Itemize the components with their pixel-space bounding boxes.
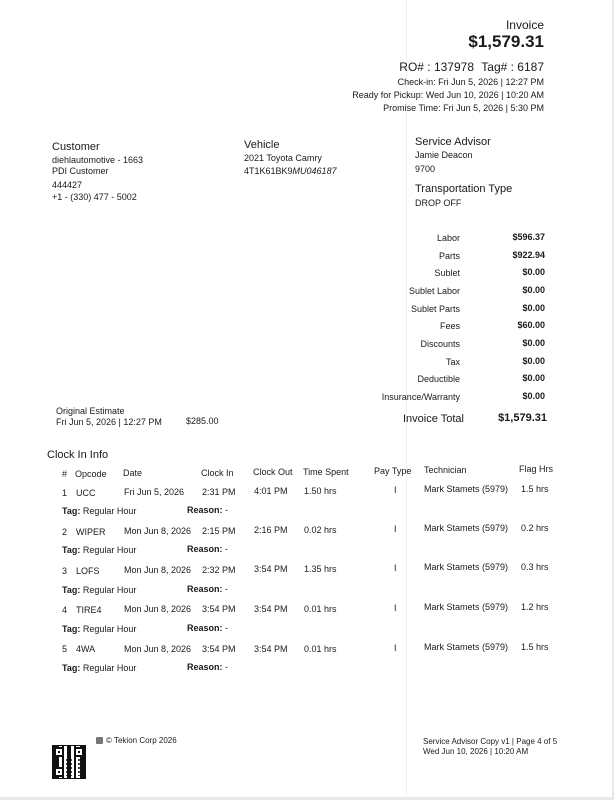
row-time-spent: 0.01 hrs — [304, 644, 337, 654]
row-pay-type: I — [394, 524, 397, 534]
totals-label: Discounts — [420, 339, 460, 349]
row-technician: Mark Stamets (5979) — [424, 602, 509, 612]
tag-value: Regular Hour — [82, 663, 137, 673]
reason-label: Reason: — [187, 544, 223, 554]
totals-label: Sublet Parts — [410, 304, 460, 314]
row-time-spent: 0.02 hrs — [304, 525, 337, 535]
col-header: Flag Hrs — [519, 464, 554, 474]
vehicle-vin — [244, 166, 337, 176]
totals-label: Fees — [439, 321, 460, 331]
ready-for-pickup: Ready for Pickup: Wed Jun 10, 2026 | 10:20 AM — [352, 90, 544, 100]
row-pay-type: I — [394, 603, 397, 613]
row-flag-hrs: 1.2 hrs — [521, 602, 549, 612]
totals-value: $922.94 — [512, 250, 545, 260]
row-pay-type: I — [394, 485, 397, 495]
row-clock-in: 3:54 PM — [202, 604, 236, 614]
original-estimate-date: Fri Jun 5, 2026 | 12:27 PM — [56, 417, 162, 427]
qr-finder — [74, 747, 84, 757]
row-technician: Mark Stamets (5979) — [424, 562, 509, 572]
totals-value: $0.00 — [522, 356, 545, 366]
service-advisor-name: Jamie Deacon — [415, 150, 473, 160]
print-date: Wed Jun 10, 2026 | 10:20 AM — [423, 747, 529, 756]
customer-type: PDI Customer — [52, 166, 109, 176]
transportation-value: DROP OFF — [415, 198, 462, 208]
row-clock-out: 4:01 PM — [254, 486, 288, 496]
row-pay-type: I — [394, 563, 397, 573]
col-header: Time Spent — [303, 467, 349, 477]
totals-value: $0.00 — [522, 267, 545, 277]
row-opcode: WIPER — [76, 527, 106, 537]
invoice-total-value: $1,579.31 — [498, 412, 547, 424]
totals-value: $0.00 — [522, 373, 545, 383]
tag-label: Tag: — [62, 545, 81, 555]
totals-label: Parts — [438, 251, 460, 261]
transportation-heading: Transportation Type — [415, 183, 513, 195]
qr-finder — [54, 767, 64, 777]
row-opcode: 4WA — [76, 644, 96, 654]
totals-label: Labor — [436, 233, 460, 243]
reason-label: Reason: — [187, 623, 223, 633]
customer-id: 444427 — [52, 180, 83, 190]
clock-in-heading: Clock In Info — [47, 449, 109, 461]
checkin-time: Check-in: Fri Jun 5, 2026 | 12:27 PM — [397, 77, 544, 87]
totals-value: $596.37 — [512, 232, 545, 242]
totals-label: Insurance/Warranty — [381, 392, 460, 402]
row-num: 3 — [62, 566, 68, 576]
reason-value: - — [225, 623, 229, 633]
totals-label: Deductible — [417, 374, 460, 384]
row-opcode: LOFS — [76, 566, 100, 576]
totals-label: Tax — [445, 357, 460, 367]
row-opcode: TIRE4 — [76, 605, 102, 615]
tag-value: Regular Hour — [82, 585, 137, 595]
row-num: 4 — [62, 605, 68, 615]
qr-finder — [54, 747, 64, 757]
tag-number: Tag# : 6187 — [481, 60, 544, 74]
vehicle-heading: Vehicle — [244, 139, 280, 151]
row-clock-in: 2:15 PM — [202, 526, 236, 536]
original-estimate-amount: $285.00 — [186, 416, 219, 426]
row-clock-in: 2:32 PM — [202, 565, 236, 575]
row-date: Mon Jun 8, 2026 — [124, 604, 192, 614]
row-tag — [62, 506, 136, 516]
reason-value: - — [225, 584, 229, 594]
vehicle-model: 2021 Toyota Camry — [244, 153, 322, 163]
reason-label: Reason: — [187, 584, 223, 594]
row-reason — [187, 544, 228, 554]
col-header: Opcode — [75, 469, 107, 479]
reason-label: Reason: — [187, 505, 223, 515]
tag-value: Regular Hour — [82, 624, 137, 634]
row-clock-out: 2:16 PM — [254, 525, 288, 535]
totals-value: $60.00 — [517, 320, 545, 330]
row-tag — [62, 624, 136, 634]
row-reason — [187, 505, 228, 515]
totals-value: $0.00 — [522, 285, 545, 295]
row-clock-in: 2:31 PM — [202, 487, 236, 497]
row-flag-hrs: 0.3 hrs — [521, 562, 549, 572]
row-technician: Mark Stamets (5979) — [424, 484, 509, 494]
row-reason — [187, 584, 228, 594]
row-time-spent: 0.01 hrs — [304, 604, 337, 614]
totals-label: Sublet — [434, 268, 460, 278]
totals-value: $0.00 — [522, 338, 545, 348]
tag-label: Tag: — [62, 624, 81, 634]
qr-modules — [65, 758, 83, 776]
totals-value: $0.00 — [522, 303, 545, 313]
original-estimate-heading: Original Estimate — [56, 406, 125, 416]
tag-label: Tag: — [62, 663, 81, 673]
service-advisor-id: 9700 — [415, 164, 436, 174]
row-flag-hrs: 1.5 hrs — [521, 642, 549, 652]
tekion-logo-icon — [96, 737, 103, 744]
col-header: Technician — [424, 465, 467, 475]
col-header: Clock Out — [253, 467, 293, 477]
vin-suffix: MU046187 — [292, 166, 337, 176]
row-clock-out: 3:54 PM — [254, 604, 288, 614]
row-technician: Mark Stamets (5979) — [424, 523, 509, 533]
row-clock-in: 3:54 PM — [202, 644, 236, 654]
col-header: Date — [123, 468, 143, 478]
copy-info: Service Advisor Copy v1 | Page 4 of 5 — [423, 737, 558, 746]
row-clock-out: 3:54 PM — [254, 644, 288, 654]
row-date: Mon Jun 8, 2026 — [124, 565, 192, 575]
row-num: 2 — [62, 527, 68, 537]
invoice-total-label: Invoice Total — [403, 413, 464, 425]
row-tag — [62, 585, 136, 595]
reason-label: Reason: — [187, 662, 223, 672]
customer-name: diehlautomotive - 1663 — [52, 155, 144, 165]
reason-value: - — [225, 662, 229, 672]
row-flag-hrs: 1.5 hrs — [521, 484, 549, 494]
row-opcode: UCC — [76, 488, 96, 498]
header-total: $1,579.31 — [468, 32, 544, 51]
row-tag — [62, 663, 136, 673]
row-reason — [187, 623, 228, 633]
promise-time: Promise Time: Fri Jun 5, 2026 | 5:30 PM — [383, 103, 544, 113]
row-date: Fri Jun 5, 2026 — [124, 487, 185, 497]
row-date: Mon Jun 8, 2026 — [124, 644, 192, 654]
row-num: 1 — [62, 488, 68, 498]
tag-label: Tag: — [62, 506, 81, 516]
tag-value: Regular Hour — [82, 506, 137, 516]
row-technician: Mark Stamets (5979) — [424, 642, 509, 652]
row-time-spent: 1.35 hrs — [304, 564, 337, 574]
totals-label: Sublet Labor — [408, 286, 460, 296]
row-time-spent: 1.50 hrs — [304, 486, 337, 496]
col-header: Clock In — [201, 468, 234, 478]
reason-value: - — [225, 505, 229, 515]
col-header: Pay Type — [374, 466, 412, 476]
tag-value: Regular Hour — [82, 545, 137, 555]
vin-prefix: 4T1K61BK9 — [244, 166, 293, 176]
ro-number: RO# : 137978 — [399, 60, 474, 74]
row-clock-out: 3:54 PM — [254, 564, 288, 574]
row-num: 5 — [62, 644, 68, 654]
copyright: © Tekion Corp 2026 — [106, 736, 177, 745]
doc-type: Invoice — [505, 18, 544, 32]
row-tag — [62, 545, 136, 555]
qr-code-icon — [52, 745, 86, 779]
customer-phone: +1 - (330) 477 - 5002 — [52, 192, 137, 202]
row-flag-hrs: 0.2 hrs — [521, 523, 549, 533]
col-header: # — [62, 469, 68, 479]
row-pay-type: I — [394, 643, 397, 653]
tag-label: Tag: — [62, 585, 81, 595]
totals-value: $0.00 — [522, 391, 545, 401]
reason-value: - — [225, 544, 229, 554]
row-date: Mon Jun 8, 2026 — [124, 526, 192, 536]
service-advisor-heading: Service Advisor — [415, 136, 491, 148]
row-reason — [187, 662, 228, 672]
customer-heading: Customer — [52, 141, 100, 153]
